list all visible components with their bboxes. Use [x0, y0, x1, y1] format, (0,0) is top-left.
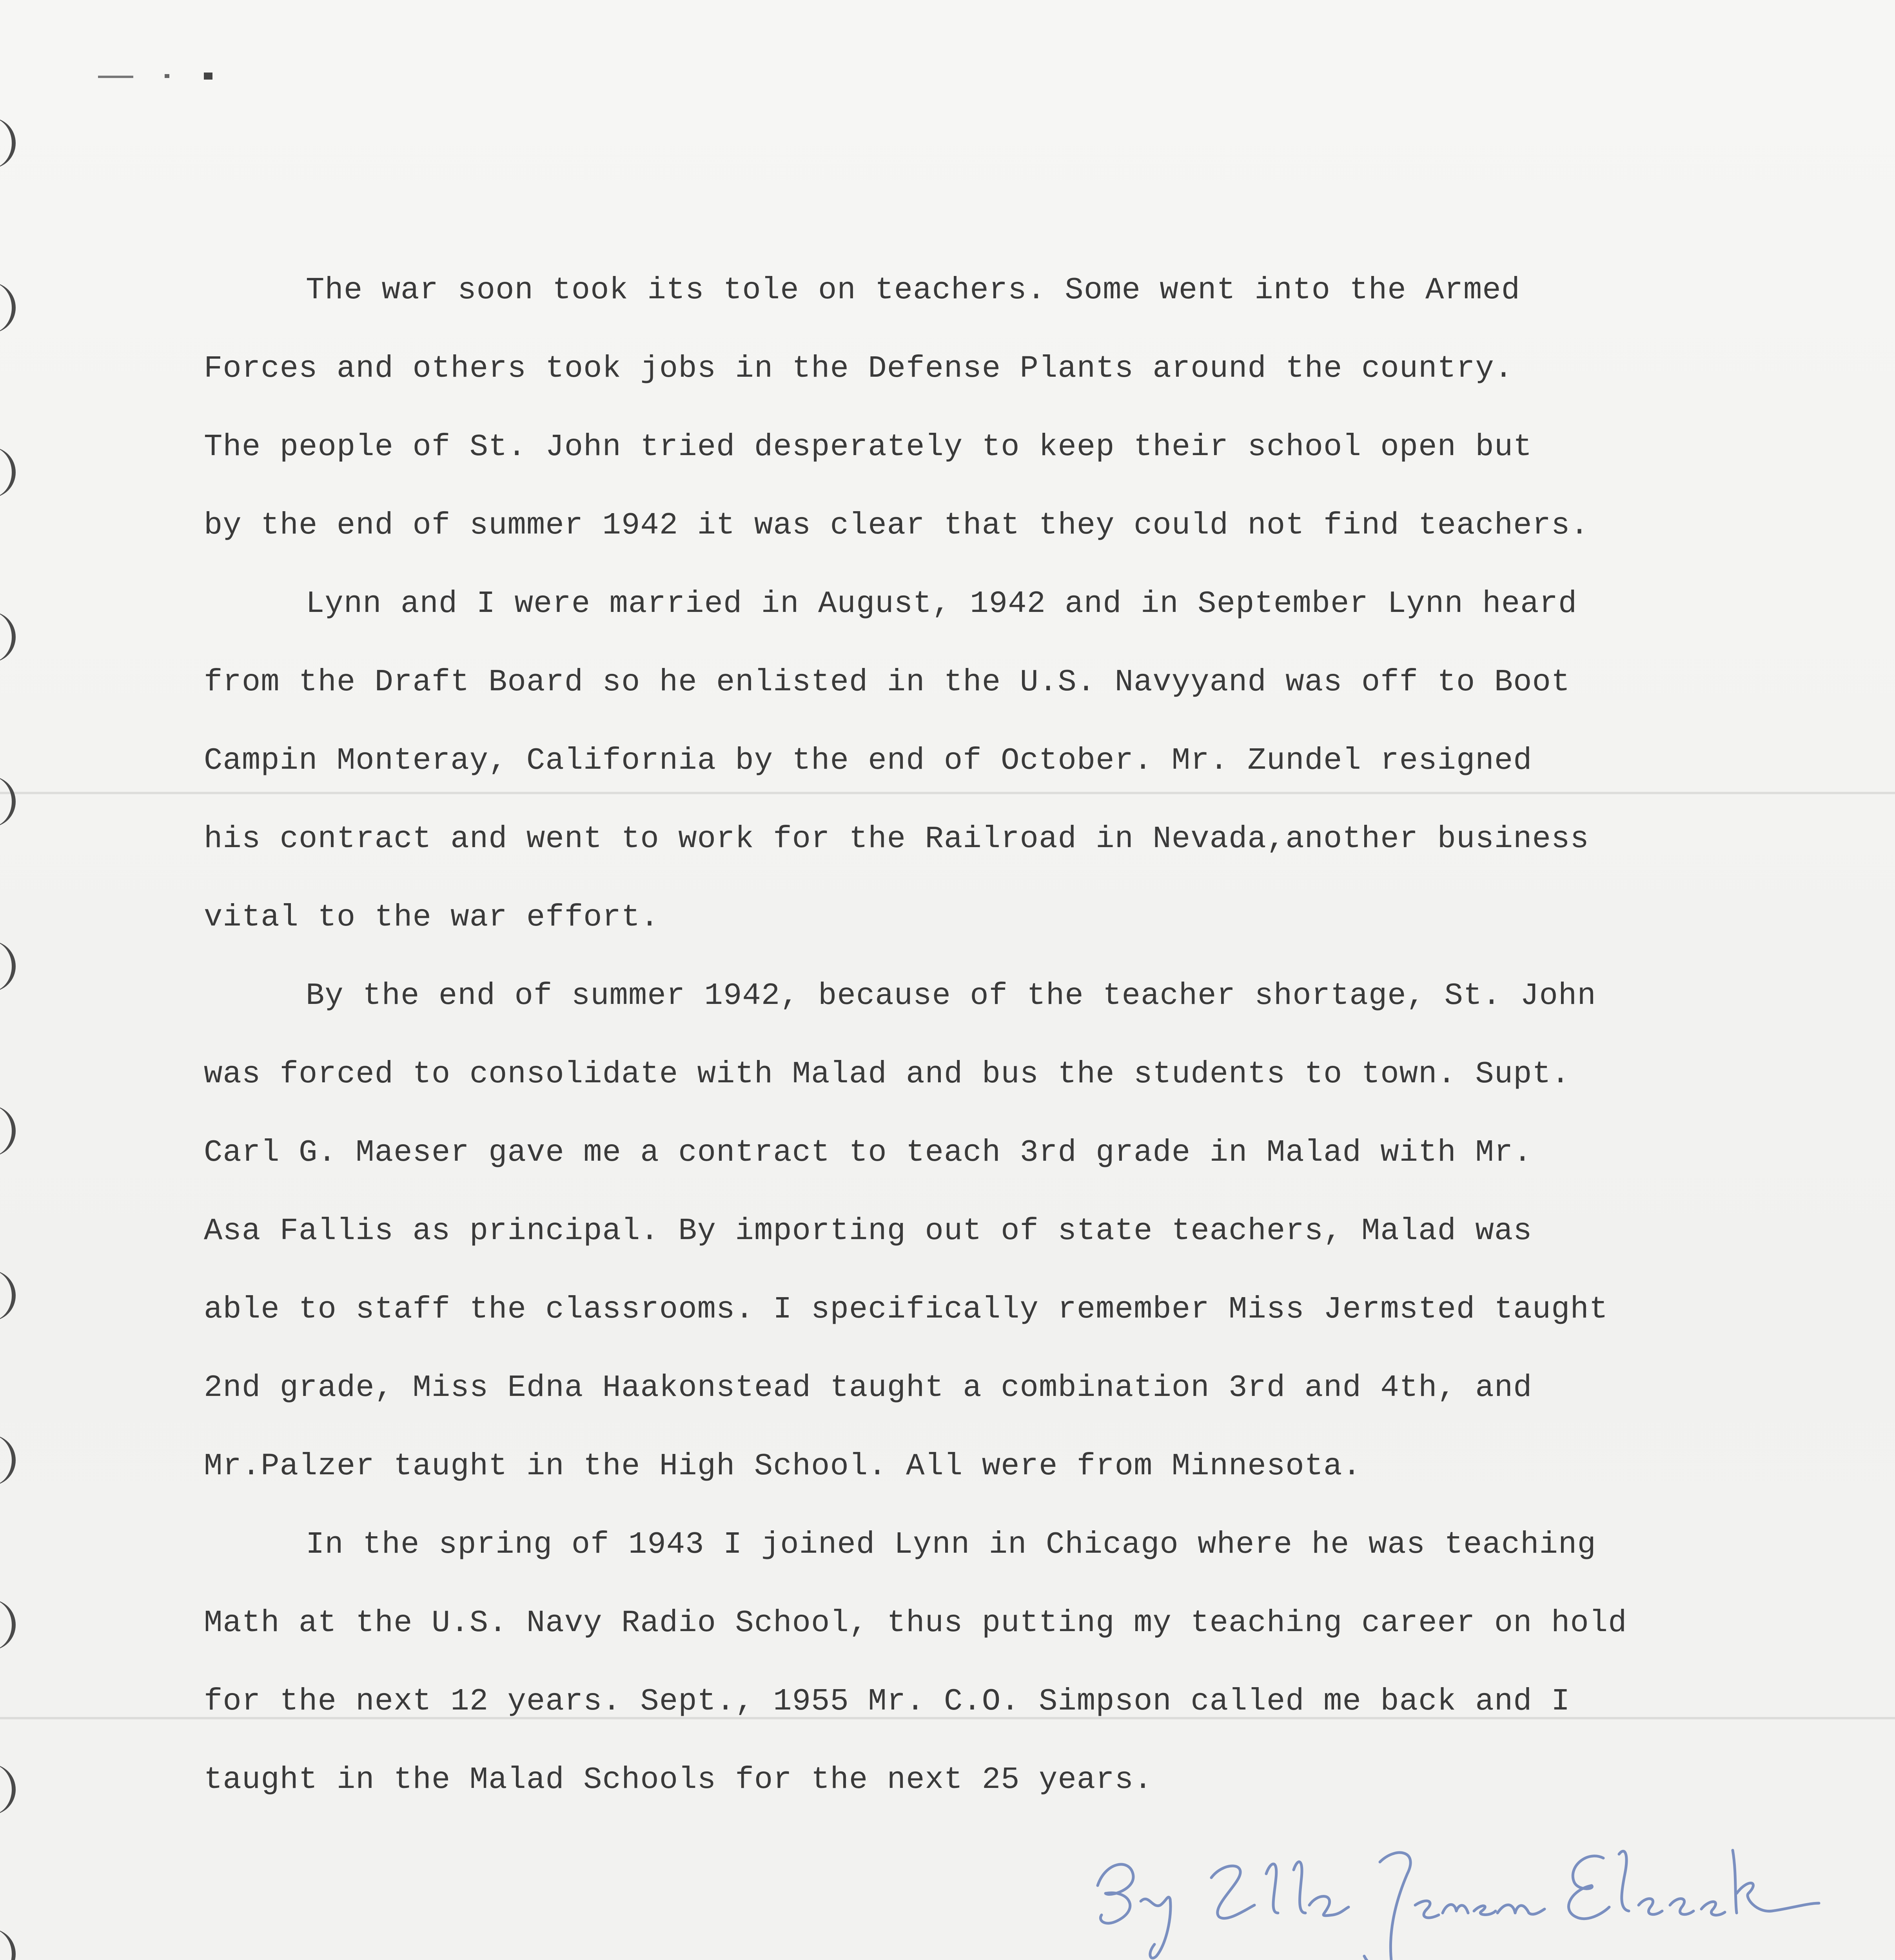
binder-hole — [0, 1435, 16, 1486]
text-line: vital to the war effort. — [204, 900, 659, 935]
paragraph-1 — [204, 251, 1733, 564]
binder-hole — [0, 776, 16, 827]
text-line: By the end of summer 1942, because of the teacher shortage, St. John — [306, 978, 1596, 1013]
text-line: Forces and others took jobs in the Defense Plants around the country. — [204, 351, 1514, 386]
text-line: In the spring of 1943 I joined Lynn in Chicago where he was teaching — [306, 1527, 1596, 1562]
text-line: by the end of summer 1942 it was clear that they could not find teachers. — [204, 508, 1589, 543]
binder-hole — [0, 941, 16, 992]
paragraph-4 — [204, 1505, 1733, 1819]
text-line: taught in the Malad Schools for the next 25 years. — [204, 1762, 1153, 1797]
binder-hole — [0, 1270, 16, 1321]
text-line: Asa Fallis as principal. By importing out of state teachers, Malad was — [204, 1213, 1532, 1249]
signature-scribble — [1082, 1815, 1827, 1960]
text-line: Carl G. Maeser gave me a contract to teach 3rd grade in Malad with Mr. — [204, 1135, 1532, 1170]
binder-hole — [0, 1105, 16, 1156]
text-line: Math at the U.S. Navy Radio School, thus putting my teaching career on hold — [204, 1605, 1627, 1641]
binder-hole — [0, 447, 16, 498]
text-line: Lynn and I were married in August, 1942 and in September Lynn heard — [306, 586, 1577, 621]
text-line: The people of St. John tried desperately to keep their school open but — [204, 429, 1532, 465]
text-line: 2nd grade, Miss Edna Haakonstead taught a combination 3rd and 4th, and — [204, 1370, 1532, 1405]
letter-body — [204, 251, 1733, 1819]
binder-hole — [0, 612, 16, 662]
stray-mark — [98, 69, 216, 84]
text-line: Campin Monteray, California by the end of October. Mr. Zundel resigned — [204, 743, 1532, 778]
paragraph-2 — [204, 564, 1733, 956]
text-line: The war soon took its tole on teachers. Some went into the Armed — [306, 272, 1521, 308]
binder-hole — [0, 118, 16, 169]
text-line: able to staff the classrooms. I specifically remember Miss Jermsted taught — [204, 1292, 1608, 1327]
text-line: from the Draft Board so he enlisted in the U.S. Navyyand was off to Boot — [204, 664, 1570, 700]
paragraph-3 — [204, 956, 1733, 1505]
text-line: Mr.Palzer taught in the High School. All were from Minnesota. — [204, 1448, 1361, 1484]
text-line: his contract and went to work for the Railroad in Nevada,another business — [204, 821, 1589, 857]
binder-hole — [0, 1764, 16, 1815]
text-line: for the next 12 years. Sept., 1955 Mr. C.O. Simpson called me back and I — [204, 1684, 1570, 1719]
binder-hole — [0, 282, 16, 333]
text-line: was forced to consolidate with Malad and bus the students to town. Supt. — [204, 1056, 1570, 1092]
binder-hole — [0, 1599, 16, 1650]
handwritten-signature — [1082, 1815, 1827, 1960]
binder-hole — [0, 1929, 16, 1960]
